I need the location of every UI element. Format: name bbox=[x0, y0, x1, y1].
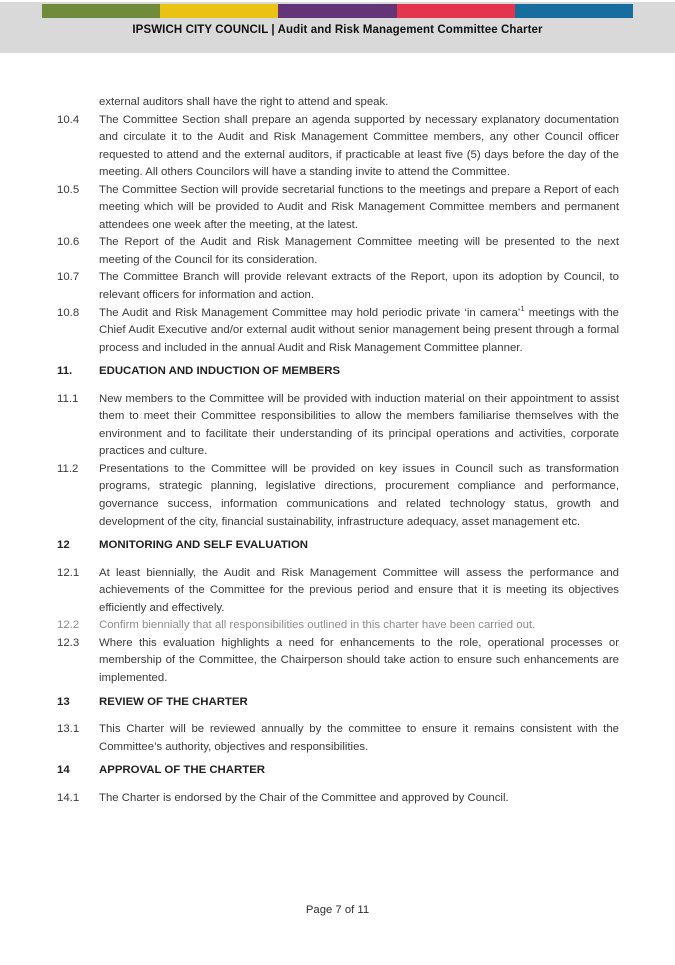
section-number: 13 bbox=[57, 695, 70, 708]
clause-12-2 bbox=[57, 617, 619, 635]
clause-10-3-continuation bbox=[57, 94, 619, 112]
clause-10-5 bbox=[57, 182, 619, 235]
clause-text: New members to the Committee will be provided with induction material on their appointment to assist them to meet their Committee responsibilities to allow the members familiarise themselves with the environment and to facilitate their understanding of its principal operations and activities, corporate practices and culture. bbox=[99, 392, 619, 458]
clause-10-6 bbox=[57, 234, 619, 269]
clause-number: 10.6 bbox=[57, 236, 80, 249]
section-heading-11 bbox=[57, 363, 619, 381]
section-title: REVIEW OF THE CHARTER bbox=[99, 695, 248, 708]
section-heading-12 bbox=[57, 537, 619, 555]
clause-12-1 bbox=[57, 565, 619, 618]
clause-text: The Committee Section shall prepare an agenda supported by necessary explanatory documentation and circulate it to the Audit and Risk Management Committee members, any other Council officer requested to attend and the external auditors, if practicable at least five (5) days before the day of the meeting. All others Councilors will have a standing invite to attend the Committee. bbox=[99, 113, 619, 179]
section-number: 11. bbox=[57, 365, 73, 378]
clause-13-1 bbox=[57, 721, 619, 756]
clause-number: 10.5 bbox=[57, 183, 80, 196]
clause-text: This Charter will be reviewed annually by the committee to ensure it remains consistent with the Committee’s authority, objectives and responsibilities. bbox=[99, 723, 619, 753]
clause-text: Confirm biennially that all responsibilities outlined in this charter have been carried out. bbox=[99, 619, 536, 632]
clause-number: 10.7 bbox=[57, 271, 80, 284]
clause-number: 11.2 bbox=[57, 462, 79, 475]
clause-number: 10.8 bbox=[57, 306, 80, 319]
clause-text: The Charter is endorsed by the Chair of the Committee and approved by Council. bbox=[99, 791, 509, 804]
clause-10-4 bbox=[57, 112, 619, 182]
clause-text: The Committee Section will provide secretarial functions to the meetings and prepare a Report of each meeting which will be provided to Audit and Risk Management Committee members and permanent attendees one week after the meeting, at the latest. bbox=[99, 183, 619, 231]
clause-number: 10.4 bbox=[57, 113, 80, 126]
section-title: EDUCATION AND INDUCTION OF MEMBERS bbox=[99, 365, 341, 378]
clause-text: Where this evaluation highlights a need for enhancements to the role, operational processes or membership of the Committee, the Chairperson should take action to ensure such enhancements are implemented. bbox=[99, 636, 619, 684]
document-title: IPSWICH CITY COUNCIL | Audit and Risk Management Committee Charter bbox=[132, 24, 543, 36]
brand-color-bar bbox=[42, 4, 633, 18]
clause-number: 14.1 bbox=[57, 791, 80, 804]
clause-10-8 bbox=[57, 305, 619, 358]
page-header-band bbox=[0, 2, 675, 53]
clause-text: At least biennially, the Audit and Risk Management Committee will assess the performance and achievements of the Committee for the previous period and ensure that it is meeting its objectives efficiently and effectively. bbox=[99, 566, 619, 614]
clause-number: 12.3 bbox=[57, 636, 80, 649]
section-heading-14 bbox=[57, 762, 619, 780]
section-title: APPROVAL OF THE CHARTER bbox=[99, 764, 266, 777]
color-segment-gold bbox=[160, 4, 278, 18]
section-title: MONITORING AND SELF EVALUATION bbox=[99, 539, 309, 552]
clause-text-part: meetings with the Chief Audit Executive and/or external audit without senior management being present through a formal process and included in the annual Audit and Risk Management Committee planner. bbox=[99, 306, 619, 354]
clause-number: 12.2 bbox=[57, 619, 80, 632]
clause-number: 13.1 bbox=[57, 723, 80, 736]
clause-12-3 bbox=[57, 635, 619, 688]
page-number: Page 7 of 11 bbox=[305, 904, 370, 916]
clause-11-2 bbox=[57, 461, 619, 531]
clause-text: external auditors shall have the right to attend and speak. bbox=[99, 96, 389, 108]
clause-number: 11.1 bbox=[57, 392, 79, 405]
clause-10-7 bbox=[57, 269, 619, 304]
clause-text bbox=[99, 305, 619, 358]
section-number: 14 bbox=[57, 764, 70, 777]
color-segment-purple bbox=[278, 4, 396, 18]
clause-number bbox=[57, 94, 99, 112]
color-segment-blue bbox=[515, 4, 633, 18]
clause-11-1 bbox=[57, 391, 619, 461]
clause-text: The Committee Branch will provide relevant extracts of the Report, upon its adoption by Council, to relevant officers for information and action. bbox=[99, 271, 619, 302]
clause-text: Presentations to the Committee will be provided on key issues in Council such as transformation programs, strategic planning, legislative directions, procurement compliance and performance, governance success, information communications and related technology status, growth and development of the city, financial sustainability, infrastructure adequacy, asset management etc. bbox=[99, 462, 619, 528]
page-body bbox=[57, 94, 619, 807]
section-heading-13 bbox=[57, 694, 619, 712]
clause-text: The Report of the Audit and Risk Management Committee meeting will be presented to the next meeting of the Council for its consideration. bbox=[99, 236, 619, 266]
clause-text-part: The Audit and Risk Management Committee may hold periodic private ‘in camera’ bbox=[99, 306, 521, 319]
color-segment-red bbox=[397, 4, 515, 18]
section-number: 12 bbox=[57, 539, 70, 552]
footnote-superscript: 1 bbox=[520, 303, 525, 313]
clause-number: 12.1 bbox=[57, 566, 80, 579]
clause-14-1 bbox=[57, 790, 619, 808]
color-segment-olive bbox=[42, 4, 160, 18]
